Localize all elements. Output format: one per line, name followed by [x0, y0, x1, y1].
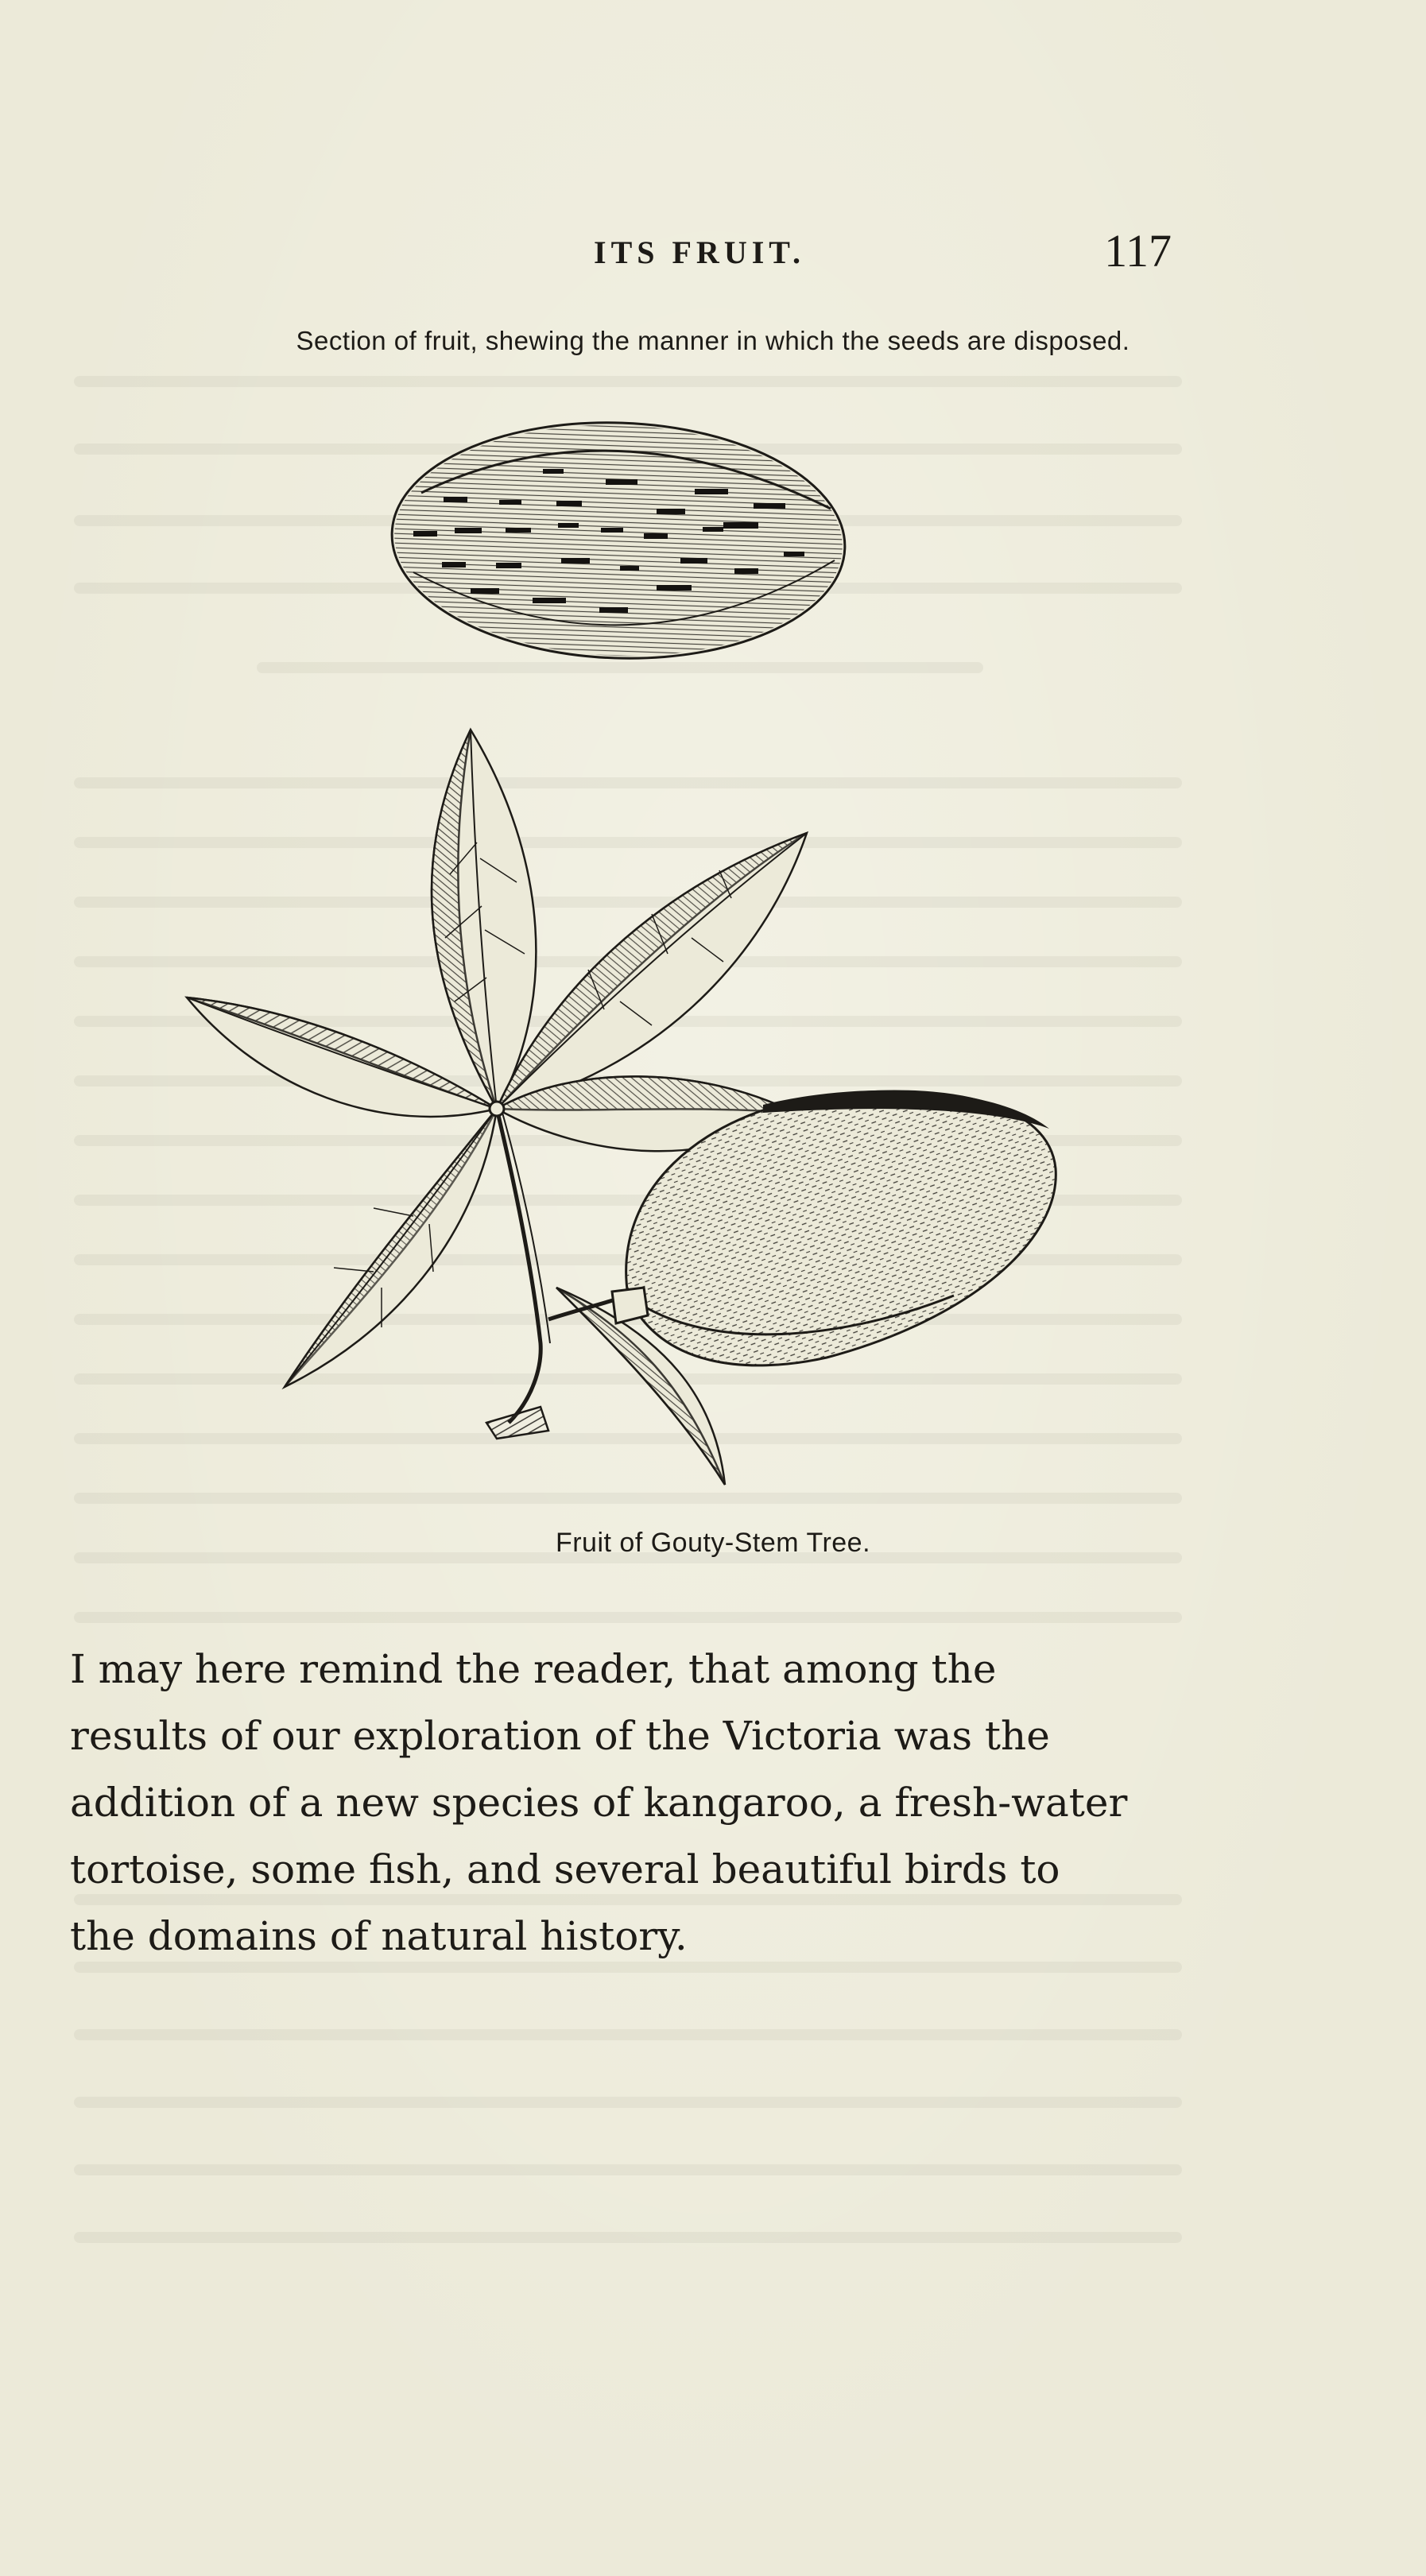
running-head-title: ITS FRUIT.	[594, 234, 805, 270]
body-line: the domains of natural history.	[70, 1913, 688, 1959]
fruit-illustration	[0, 397, 1426, 1510]
body-line: addition of a new species of kangaroo, a fresh-water	[70, 1780, 1128, 1826]
body-paragraph	[70, 1636, 1176, 1970]
fruit-section-caption: Section of fruit, shewing the manner in which the seeds are disposed.	[296, 326, 1130, 355]
fruit-cross-section	[388, 415, 849, 666]
body-line: I may here remind the reader, that among the	[70, 1646, 997, 1692]
page-number: 117	[1104, 225, 1172, 277]
body-line: results of our exploration of the Victoria was the	[70, 1713, 1050, 1759]
body-line: tortoise, some fish, and several beautiful birds to	[70, 1846, 1060, 1892]
running-head	[0, 224, 1426, 280]
fruit-tree-caption: Fruit of Gouty-Stem Tree.	[555, 1528, 871, 1558]
gouty-stem-branch	[187, 730, 807, 1485]
